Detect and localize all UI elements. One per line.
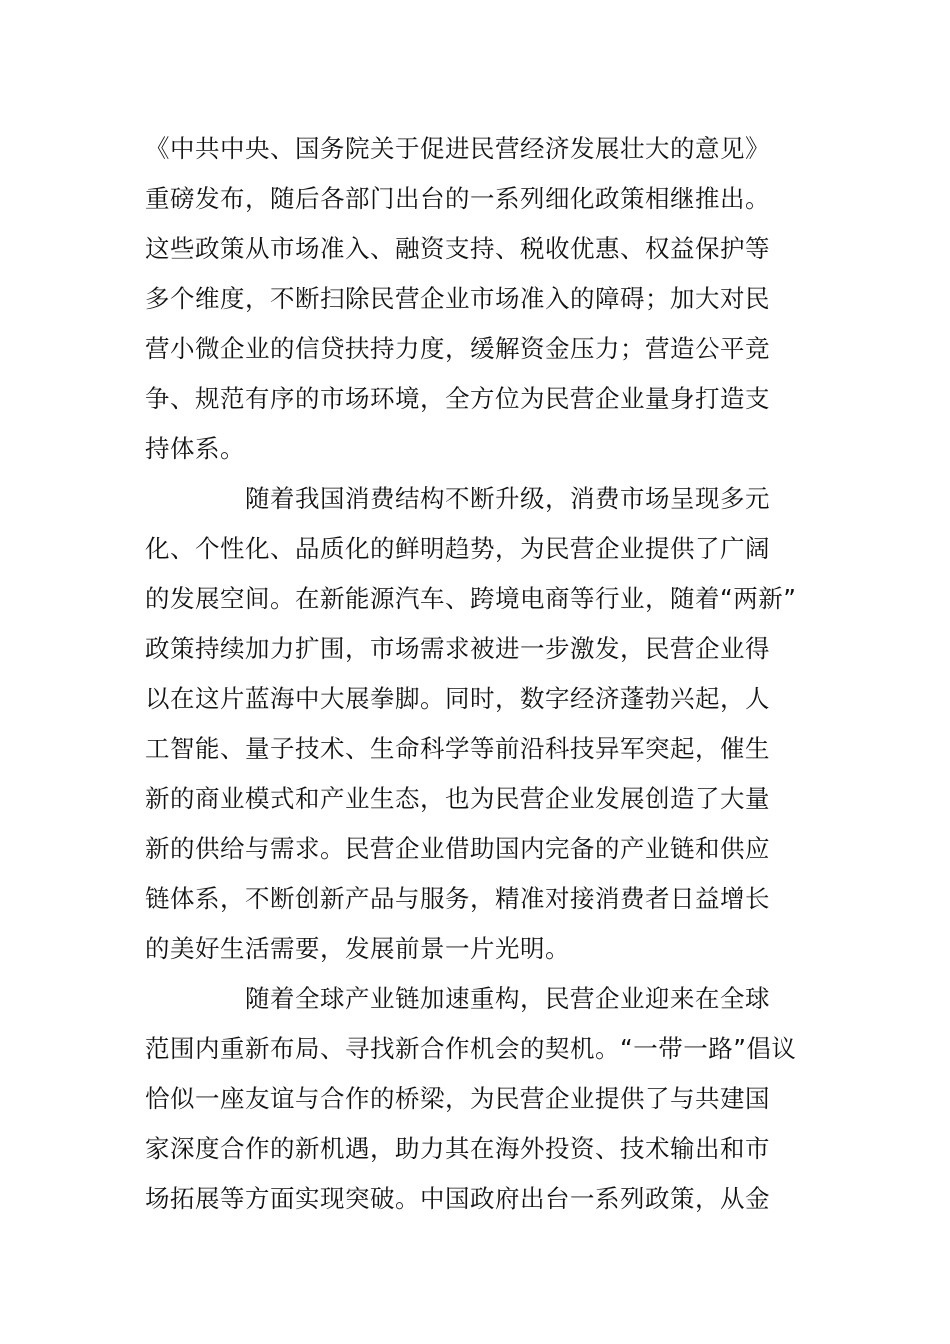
paragraph-3 (145, 974, 807, 1224)
paragraph-line: 化、个性化、品质化的鲜明趋势，为民营企业提供了广阔 (145, 534, 770, 563)
paragraph-line: 场拓展等方面实现突破。中国政府出台一系列政策，从金 (145, 1184, 770, 1213)
paragraph-1 (145, 124, 807, 474)
paragraph-line: 多个维度，不断扫除民营企业市场准入的障碍；加大对民 (145, 284, 770, 313)
paragraph-line: 工智能、量子技术、生命科学等前沿科技异军突起，催生 (145, 734, 770, 763)
paragraph-line: 新的商业模式和产业生态，也为民营企业发展创造了大量 (145, 784, 770, 813)
paragraph-line: 随着我国消费结构不断升级，消费市场呈现多元 (245, 484, 770, 513)
paragraph-line: 家深度合作的新机遇，助力其在海外投资、技术输出和市 (145, 1134, 770, 1163)
paragraph-line: 的发展空间。在新能源汽车、跨境电商等行业，随着“两新” (145, 584, 797, 613)
paragraph-line: 《中共中央、国务院关于促进民营经济发展壮大的意见》 (145, 134, 770, 163)
paragraph-line: 恰似一座友谊与合作的桥梁，为民营企业提供了与共建国 (145, 1084, 770, 1113)
paragraph-line: 争、规范有序的市场环境，全方位为民营企业量身打造支 (145, 384, 770, 413)
paragraph-line: 以在这片蓝海中大展拳脚。同时，数字经济蓬勃兴起，人 (145, 684, 770, 713)
paragraph-line: 的美好生活需要，发展前景一片光明。 (145, 934, 570, 963)
document-body (145, 124, 807, 1224)
paragraph-line: 链体系，不断创新产品与服务，精准对接消费者日益增长 (145, 884, 770, 913)
paragraph-line: 随着全球产业链加速重构，民营企业迎来在全球 (245, 984, 770, 1013)
paragraph-line: 范围内重新布局、寻找新合作机会的契机。“一带一路”倡议 (145, 1034, 797, 1063)
paragraph-line: 持体系。 (145, 434, 245, 463)
paragraph-line: 这些政策从市场准入、融资支持、税收优惠、权益保护等 (145, 234, 770, 263)
paragraph-2 (145, 474, 807, 974)
paragraph-line: 政策持续加力扩围，市场需求被进一步激发，民营企业得 (145, 634, 770, 663)
paragraph-line: 重磅发布，随后各部门出台的一系列细化政策相继推出。 (145, 184, 770, 213)
paragraph-line: 营小微企业的信贷扶持力度，缓解资金压力；营造公平竞 (145, 334, 770, 363)
paragraph-line: 新的供给与需求。民营企业借助国内完备的产业链和供应 (145, 834, 770, 863)
